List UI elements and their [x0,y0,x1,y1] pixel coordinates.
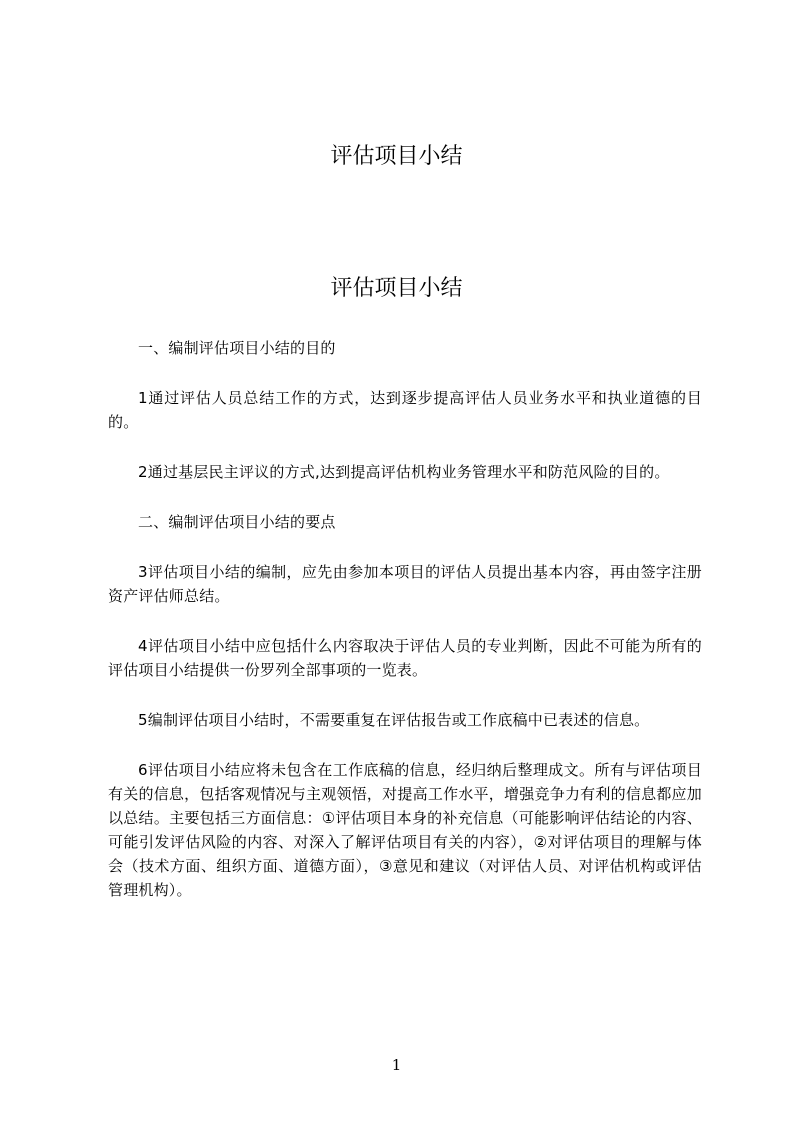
paragraph-4: 4评估项目小结中应包括什么内容取决于评估人员的专业判断，因此不可能为所有的评估项目小结提供一份罗列全部事项的一览表。 [108,637,702,679]
section-heading-keypoints: 二、编制评估项目小结的要点 [138,513,336,531]
main-title: 评估项目小结 [330,276,463,301]
document-body [108,336,702,902]
header-title: 评估项目小结 [330,144,463,169]
paragraph-2: 2通过基层民主评议的方式,达到提高评估机构业务管理水平和防范风险的目的。 [138,463,670,481]
paragraph-3: 3评估项目小结的编制，应先由参加本项目的评估人员提出基本内容，再由签字注册资产评估师总结。 [108,563,702,605]
paragraph-5: 5编制评估项目小结时，不需要重复在评估报告或工作底稿中已表述的信息。 [138,711,650,729]
paragraph-6: 6评估项目小结应将未包含在工作底稿的信息，经归纳后整理成文。所有与评估项目有关的信息，包括客观情况与主观领悟，对提高工作水平，增强竞争力有利的信息都应加以总结。主要包括三方面信息：①评估项目本身的补充信息（可能影响评估结论的内容、可能引发评估风险的内容、对深入了解评估项目有关的内容），②对评估项目的理解与体会（技术方面、组织方面、道德方面），③意见和建议（对评估人员、对评估机构或评估管理机构）。 [108,761,702,899]
section-heading-purpose: 一、编制评估项目小结的目的 [138,339,336,357]
paragraph-1: 1通过评估人员总结工作的方式，达到逐步提高评估人员业务水平和执业道德的目的。 [108,389,702,431]
page-number: 1 [391,1056,402,1074]
